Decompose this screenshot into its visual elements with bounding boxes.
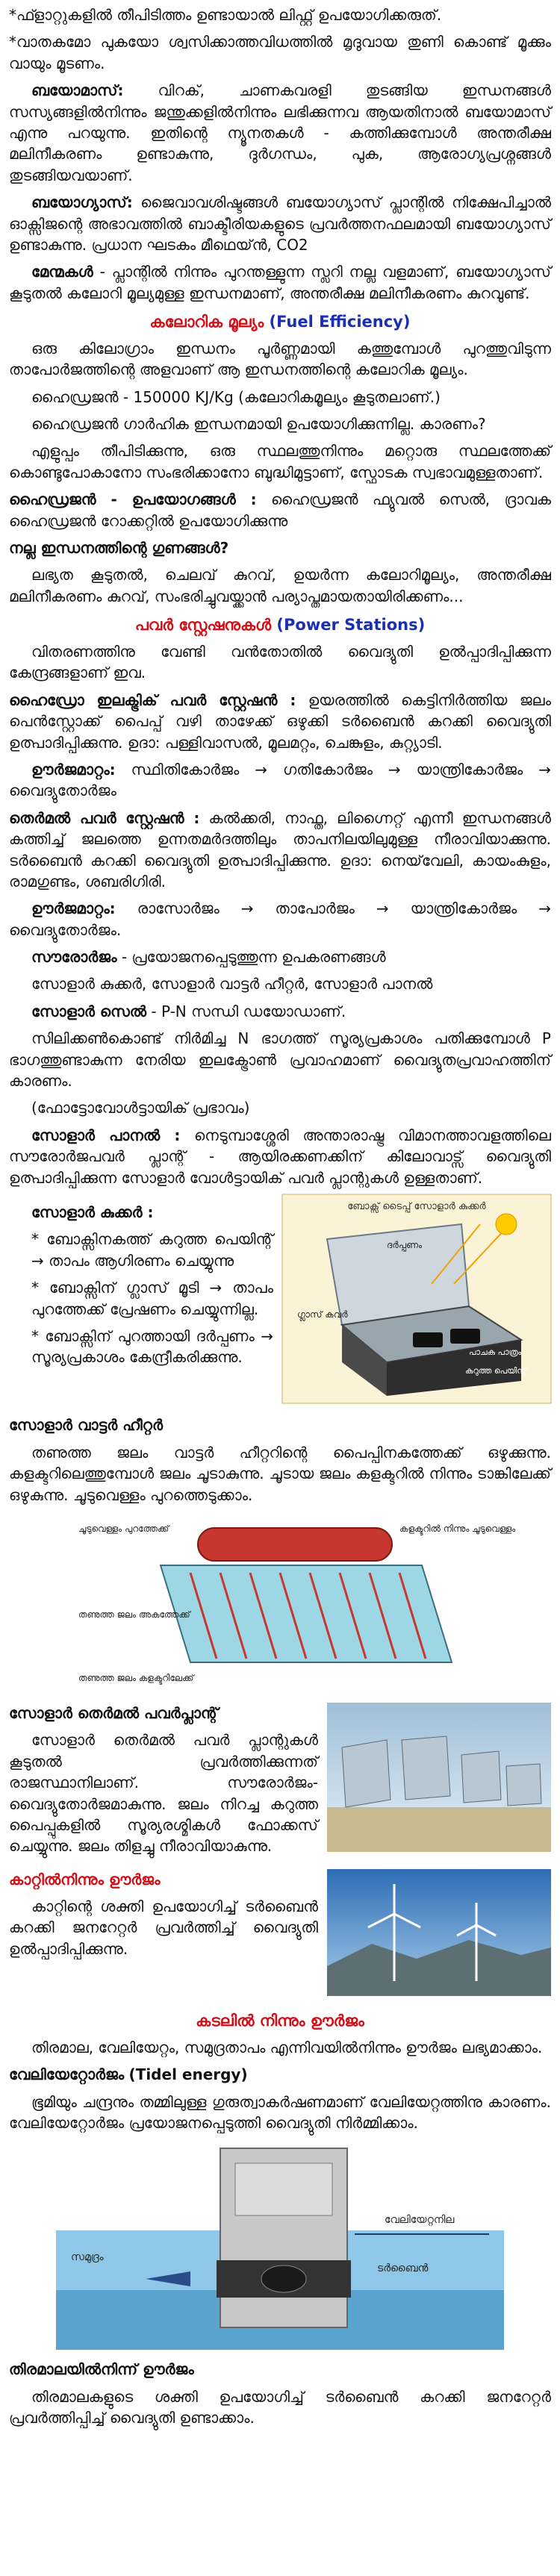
sea-heading <box>9 2010 551 2033</box>
solar-cooker-image <box>282 1194 551 1409</box>
wind-image <box>327 1869 551 2001</box>
fuel-efficiency-p3: ഹൈഡ്രജൻ ഗാർഹിക ഇന്ധനമായി ഉപയോഗിക്കുന്നില്ല. കാരണം? <box>31 415 486 434</box>
water-heater-image <box>9 1513 551 1692</box>
biogas-title: ബയോഗ്യാസ്: <box>31 193 133 212</box>
wind-section <box>9 1869 551 2001</box>
thermal-text: കൽക്കരി, നാഫ്ത, ലിഗ്നൈറ്റ് എന്നീ ഇന്ധനങ്ങൾ കത്തിച്ച് ജലത്തെ ഉന്നതമർദത്തിലും താപനിലയിലുമുള്ള നീരാവിയാക്കുന്നു. ടർബൈൻ കറക്കി വൈദ്യുതി ഉത്പാദിപ്പിക്കുന്നു. ഉദാ: നെയ്‌വേലി, കായംകുളം, രാമഗുണ്ടം, ശബരിഗിരി. <box>9 808 552 891</box>
power-stations-heading <box>9 614 551 637</box>
solar-cooker-text-col <box>9 1194 273 1374</box>
biomass-text: വിറക്, ചാണകവരളി തുടങ്ങിയ ഇന്ധനങ്ങൾ സസ്യങ്ങളിൽനിന്നും ജന്തുക്കളിൽനിന്നും ലഭിക്കുന്നവ ആയതിനാൽ ബയോമാസ് എന്നു പറയുന്നു. ഇതിന്റെ ന്യൂനതകൾ - കത്തിക്കുമ്പോൾ അന്തരീക്ഷ മലിനീകരണം ഉണ്ടാകുന്നു, ദുർഗന്ധം, പുക, ആരോഗ്യപ്രശ്നങ്ങൾ തുടങ്ങിയവയാണ്. <box>9 81 552 184</box>
good-fuel-text: ലഭ്യത കൂടുതൽ, ചെലവ് കുറവ്, ഉയർന്ന കലോറിമൂല്യം, അന്തരീക്ഷ മലിനീകരണം കുറവ്, സംഭരിച്ചുവയ്ക്കാൻ പര്യാപ്തമായതായിരിക്കണം... <box>9 566 551 605</box>
solar-devices: സോളാർ കുക്കർ, സോളാർ വാട്ടർ ഹീറ്റർ, സോളാർ പാനൽ <box>31 975 433 994</box>
wind-text: കാറ്റിന്റെ ശക്തി ഉപയോഗിച്ച് ടർബൈൻ കറക്കി ജനറേറ്റർ പ്രവർത്തിച്ച് വൈദ്യുതി ഉൽപ്പാദിപ്പിക്കുന്നു. <box>9 1897 318 1958</box>
water-heater-illustration <box>71 1513 516 1692</box>
heater-label-cold-in: തണുത്ത ജലം അകത്തേക്ക് <box>78 1609 190 1620</box>
tidal-illustration <box>56 2141 504 2350</box>
wave-title: തിരമാലയിൽനിന്ന് ഊർജം <box>9 2360 194 2379</box>
intro-line-1: *ഫ്ളാറ്റുകളിൽ തീപിടിത്തം ഉണ്ടായാൽ ലിഫ്റ്റ് ഉപയോഗിക്കരുത്. <box>9 6 442 24</box>
thermal-energy <box>9 898 551 941</box>
photovoltaic-effect: (ഫോട്ടോവോൾട്ടായിക് പ്രഭാവം) <box>31 1099 250 1117</box>
hydrogen-uses-text: ഹൈഡ്രജൻ ഫ്യുവൽ സെൽ, ദ്രാവക ഹൈഡ്രജൻ റോക്കറ്റിൽ ഉപയോഗിക്കുന്നു <box>9 490 552 530</box>
cooker-label-mirror: ദർപ്പണം <box>387 1239 423 1250</box>
solar-thermal-section <box>9 1703 551 1863</box>
heater-label-cold-to-collector: തണുത്ത ജലം കളക്ടറിലേക്ക് <box>78 1672 194 1683</box>
thermal-paragraph <box>9 808 551 893</box>
solar-cooker-illustration <box>282 1194 551 1403</box>
solar-cooker-title: സോളാർ കുക്കർ : <box>31 1203 154 1221</box>
hydro-paragraph <box>9 690 551 753</box>
thermal-title: തെർമൽ പവർ സ്റ്റേഷൻ : <box>9 808 200 827</box>
solar-cell-text: - P-N സന്ധി ഡയോഡാണ്. <box>151 1002 346 1020</box>
wind-text-col <box>9 1869 318 1966</box>
thermal-energy-title: ഊർജമാറ്റം: <box>31 899 116 918</box>
tidal-title-en: (Tidel energy) <box>128 2065 248 2084</box>
cooker-image-title: ബോക്സ് ടൈപ്പ് സോളാർ കുക്കർ <box>347 1200 486 1212</box>
fuel-efficiency-p1: ഒരു കിലോഗ്രാം ഇന്ധനം പൂർണ്ണമായി കത്തുമ്പോൾ പുറത്തുവിടുന്ന താപോർജത്തിന്റെ അളവാണ് ആ ഇന്ധനത്തിന്റെ കലോറിക മൂല്യം. <box>9 339 551 379</box>
biomass-paragraph <box>9 80 551 186</box>
tidal-text: ഭൂമിയും ചന്ദ്രനും തമ്മിലുള്ള ഗുരുത്വാകർഷണമാണ് വേലിയേറ്റത്തിനു കാരണം. വേലിയേറ്റോർജം പ്രയോജനപ്പെടുത്തി വൈദ്യുതി നിർമ്മിക്കാം. <box>9 2092 551 2133</box>
hydro-text: ഉയരത്തിൽ കെട്ടിനിർത്തിയ ജലം പെൻസ്റ്റോക്ക് പൈപ്പ് വഴി താഴേക്ക് ഒഴുക്കി ടർബൈൻ കറക്കി വൈദ്യുതി ഉത്പാദിപ്പിക്കുന്നു. ഉദാ: പള്ളിവാസൽ, മൂലമറ്റം, ചെങ്കുളം, കുറ്റ്യാടി. <box>9 690 552 752</box>
fuel-efficiency-heading-ml: കലോറിക മൂല്യം <box>149 313 264 331</box>
solar-cooker-section <box>9 1194 551 1409</box>
solar-cell-title: സോളാർ സെൽ <box>31 1002 147 1020</box>
hydrogen-uses-title: ഹൈഡ്രജൻ - ഉപയോഗങ്ങൾ : <box>9 490 257 509</box>
solar-panel-paragraph <box>9 1125 551 1188</box>
water-heater-text: തണുത്ത ജലം വാട്ടർ ഹീറ്ററിന്റെ പൈപ്പിനകത്തേക്ക് ഒഴുക്കുന്നു. കളക്ടറിലെത്തുമ്പോൾ ജലം ചൂടാകുന്നു. ചൂടായ ജലം കളക്ടറിൽ നിന്നും ടാങ്കിലേക്ക് ഒഴുകുന്നു. ചൂടുവെള്ളം പുറത്തെടുക്കാം. <box>9 1443 551 1504</box>
solar-cooker-bullet-2: * ബോക്സിന് ഗ്ലാസ് മൂടി → താപം പുറത്തേക്ക് പ്രേഷണം ചെയ്യുന്നില്ല. <box>31 1279 273 1318</box>
solar-panel-text: നെടുമ്പാശ്ശേരി അന്താരാഷ്ട്ര വിമാനത്താവളത്തിലെ സൗരോർജപവർ പ്ലാന്റ് - ആയിരക്കണക്കിന് കിലോവാട്സ് വൈദ്യുതി ഉത്പാദിപ്പിക്കുന്ന സോളാർ വോൾട്ടായിക് പവർ പ്ലാന്റുകൾ ഉള്ളതാണ്. <box>9 1126 552 1187</box>
hydrogen-uses <box>9 489 551 531</box>
hydro-energy-title: ഊർജമാറ്റം: <box>31 760 116 779</box>
wave-text: തിരമാലകളുടെ ശക്തി ഉപയോഗിച്ച് ടർബൈൻ കറക്കി ജനറേറ്റർ പ്രവർത്തിപ്പിച്ച് വൈദ്യുതി ഉണ്ടാക്കാം. <box>9 2387 551 2427</box>
thermal-energy-text: രാസോർജം → താപോർജം → യാന്ത്രികോർജം → വൈദ്യുതോർജം. <box>9 899 552 939</box>
hydro-energy <box>9 759 551 802</box>
power-stations-heading-ml: പവർ സ്റ്റേഷനുകൾ <box>134 616 272 634</box>
cooker-label-vessel: പാചക പാത്രം <box>469 1347 522 1357</box>
cooker-label-glass: ഗ്ലാസ് കവർ <box>297 1309 348 1320</box>
solar-cooker-bullet-3: * ബോക്സിന് പുറത്തായി ദർപ്പണം → സൂര്യപ്രകാശം കേന്ദ്രീകരിക്കുന്നു. <box>31 1326 273 1367</box>
solar-cell-line <box>9 1001 551 1022</box>
benefits-title: മേന്മകൾ <box>31 263 93 281</box>
solar-thermal-title: സോളാർ തെർമൽ പവർപ്ലാന്റ് <box>9 1703 219 1722</box>
solar-thermal-photo <box>327 1703 551 1852</box>
tidal-image <box>9 2141 551 2350</box>
power-stations-heading-en: (Power Stations) <box>276 616 426 634</box>
wind-title: കാറ്റിൽനിന്നും ഊർജം <box>9 1870 161 1889</box>
heater-label-hot-out: ചൂടുവെള്ളം പുറത്തേക്ക് <box>78 1523 169 1534</box>
solar-panel-title: സോളാർ പാനൽ : <box>31 1126 181 1144</box>
sea-intro: തിരമാല, വേലിയേറ്റം, സമുദ്രതാപം എന്നിവയിൽനിന്നും ഊർജം ലഭ്യമാക്കാം. <box>31 2038 543 2056</box>
benefits-text: - പ്ലാന്റിൽ നിന്നും പുറന്തള്ളുന്ന സ്ലറി നല്ല വളമാണ്, ബയോഗ്യാസ് കൂടുതൽ കലോറി മൂല്യമുള്ള ഇന്ധനമാണ്, അന്തരീക്ഷ മലിനീകരണം കുറവുണ്ട്. <box>9 263 552 302</box>
tidal-label-level: വേലിയേറ്റനില <box>385 2214 455 2227</box>
solar-energy-line <box>9 946 551 967</box>
tidal-title-ml: വേലിയേറ്റോർജം <box>9 2065 125 2084</box>
solar-energy-title: സൗരോർജം <box>31 948 117 967</box>
tidal-label-turbine: ടർബൈൻ <box>377 2262 429 2275</box>
fuel-efficiency-heading-en: (Fuel Efficiency) <box>269 313 411 331</box>
benefits-paragraph <box>9 261 551 304</box>
biogas-paragraph <box>9 192 551 255</box>
power-stations-intro: വിതരണത്തിനു വേണ്ടി വൻതോതിൽ വൈദ്യുതി ഉൽപ്പാദിപ്പിക്കുന്ന കേന്ദ്രങ്ങളാണ് ഇവ. <box>9 643 551 682</box>
sea-title: കടലിൽ നിന്നും ഊർജം <box>196 2012 364 2030</box>
water-heater-title: സോളാർ വാട്ടർ ഹീറ്റർ <box>9 1416 163 1435</box>
solar-thermal-image <box>327 1703 551 1857</box>
fuel-efficiency-heading <box>9 311 551 334</box>
good-fuel-title: നല്ല ഇന്ധനത്തിന്റെ ഗുണങ്ങൾ? <box>9 539 229 558</box>
intro-line-2: *വാതകമോ പുകയോ ശ്വസിക്കാത്തവിധത്തിൽ മൃദുവായ തുണി കൊണ്ട് മൂക്കും വായും മൂടണം. <box>9 33 551 72</box>
tidal-label-sea: സമുദ്രം <box>71 2251 104 2264</box>
tidal-title-line <box>9 2064 551 2085</box>
solar-energy-text: - പ്രയോജനപ്പെടുത്തുന്ന ഉപകരണങ്ങൾ <box>121 948 386 967</box>
biogas-text: ജൈവാവശിഷ്ടങ്ങൾ ബയോഗ്യാസ് പ്ലാന്റിൽ നിക്ഷേപിച്ചാൽ ഓക്സിജന്റെ അഭാവത്തിൽ ബാക്ടീരിയകളുടെ പ്രവർത്തനഫലമായി ബയോഗ്യാസ് ഉണ്ടാകുന്നു. പ്രധാന ഘടകം മീഥെയ്ൻ, CO2 <box>9 193 552 254</box>
solar-thermal-text: സോളാർ തെർമൽ പവർ പ്ലാന്റുകൾ കൂടുതൽ പ്രവർത്തിക്കുന്നത് രാജസ്ഥാനിലാണ്. സൗരോർജം-വൈദ്യുതോർജമാകുന്നു. ജലം നിറച്ച കറുത്ത പൈപ്പുകളിൽ സൂര്യരശ്മികൾ ഫോക്കസ് ചെയ്യുന്നു. ജലം തിളച്ചു നീരാവിയാകുന്നു. <box>9 1731 318 1856</box>
solar-cell-paragraph: സിലിക്കൺകൊണ്ട് നിർമിച്ച N ഭാഗത്ത് സൂര്യപ്രകാശം പതിക്കുമ്പോൾ P ഭാഗത്തുണ്ടാകുന്ന നേരിയ ഇലക്ട്രോൺ പ്രവാഹമാണ് വൈദ്യുതപ്രവാഹത്തിന് കാരണം. <box>9 1029 551 1091</box>
fuel-efficiency-p4: എളുപ്പം തീപിടിക്കുന്നു, ഒരു സ്ഥലത്തുനിന്നും മറ്റൊരു സ്ഥലത്തേക്ക് കൊണ്ടുപോകാനോ സംഭരിക്കാനോ ബുദ്ധിമുട്ടാണ്, സ്ഫോടക സ്വഭാവമുള്ളതാണ്. <box>9 442 551 481</box>
heater-label-hot-from-collector: കളക്ടറിൽ നിന്നും ചൂടുവെള്ളം <box>399 1523 516 1534</box>
hydro-energy-text: സ്ഥിതികോർജം → ഗതികോർജം → യാന്ത്രികോർജം → വൈദ്യുതോർജം <box>9 760 552 800</box>
solar-cooker-bullet-1: * ബോക്സിനകത്ത് കറുത്ത പെയിന്റ് → താപം ആഗിരണം ചെയ്യുന്നു <box>31 1230 273 1270</box>
hydro-title: ഹൈഡ്രോ ഇലക്ട്രിക് പവർ സ്റ്റേഷൻ : <box>9 690 296 709</box>
fuel-efficiency-p2: ഹൈഡ്രജൻ - 150000 KJ/Kg (കലോറികമൂല്യം കൂടുതലാണ്.) <box>31 387 441 406</box>
cooker-label-paint: കറുത്ത പെയിന്റ് <box>465 1365 527 1376</box>
wind-turbine-photo <box>327 1869 551 1996</box>
solar-thermal-text-col <box>9 1703 318 1863</box>
biomass-title: ബയോമാസ്: <box>31 81 124 100</box>
